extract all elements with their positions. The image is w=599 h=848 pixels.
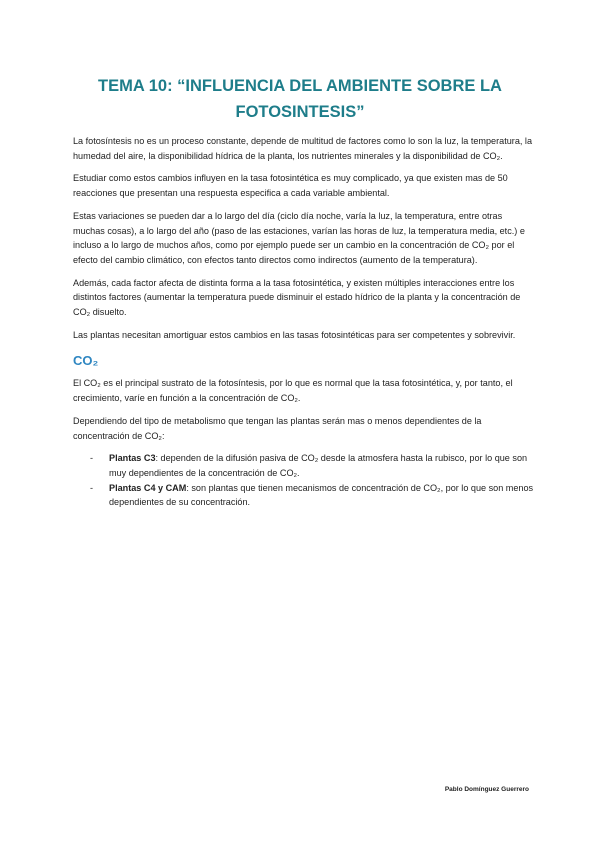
list-bullet: - xyxy=(90,453,94,464)
section-heading: CO₂ xyxy=(73,353,99,369)
document-title: TEMA 10: “INFLUENCIA DEL AMBIENTE SOBRE LA FOTOSINTESIS” xyxy=(98,77,502,121)
list-bullet: - xyxy=(90,482,94,493)
paragraph: Además, cada factor afecta de distinta forma a la tasa fotosintética, y existen múltiples interacciones entre los distintos factores (aumentar la temperatura puede disminuir el estado hídrico de la planta y la concentración de CO₂ disuelto. xyxy=(73,277,521,318)
page-footer-author: Pablo Domínguez Guerrero xyxy=(444,786,529,793)
paragraph: El CO₂ es el principal sustrato de la fotosíntesis, por lo que es normal que la tasa fotosintética, y, por tanto, el crecimiento, varíe en función a la concentración de CO₂. xyxy=(73,378,513,404)
paragraph: Dependiendo del tipo de metabolismo que tengan las plantas serán mas o menos dependientes de la concentración de CO₂: xyxy=(73,415,482,441)
list-item-term: Plantas C3 xyxy=(109,453,156,464)
paragraph: La fotosíntesis no es un proceso constante, depende de multitud de factores como lo son la luz, la temperatura, la humedad del aire, la disponibilidad hídrica de la planta, los nutrientes minerales y la disponibilidad de CO₂. xyxy=(73,136,533,161)
dash-list xyxy=(73,451,535,510)
list-item xyxy=(90,481,535,510)
document-body xyxy=(73,134,535,510)
paragraph: Las plantas necesitan amortiguar estos cambios en las tasas fotosintéticas para ser competentes y sobrevivir. xyxy=(73,329,516,340)
paragraph: Estas variaciones se pueden dar a lo largo del día (ciclo día noche, varía la luz, la temperatura, entre otras muchas cosas), a lo largo del año (paso de las estaciones, varían las horas de luz, la temperatura media, etc.) e incluso a lo largo de muchos años, como por ejemplo puede ser un cambio en la concentración de CO₂ por el efecto del cambio climático, con efectos tanto directos como indirectos (aumento de la temperatura). xyxy=(73,210,525,265)
list-item xyxy=(90,451,535,480)
list-item-text: : dependen de la difusión pasiva de CO₂ desde la atmosfera hasta la rubisco, por lo que son muy dependientes de la concentración de CO₂. xyxy=(109,453,528,478)
paragraph: Estudiar como estos cambios influyen en la tasa fotosintética es muy complicado, ya que existen mas de 50 reacciones que presentan una respuesta especifica a cada variable ambiental. xyxy=(73,173,508,199)
list-item-term: Plantas C4 y CAM xyxy=(109,482,187,493)
list-item-text: : son plantas que tienen mecanismos de concentración de CO₂, por lo que son menos dependientes de su concentración. xyxy=(109,482,534,508)
